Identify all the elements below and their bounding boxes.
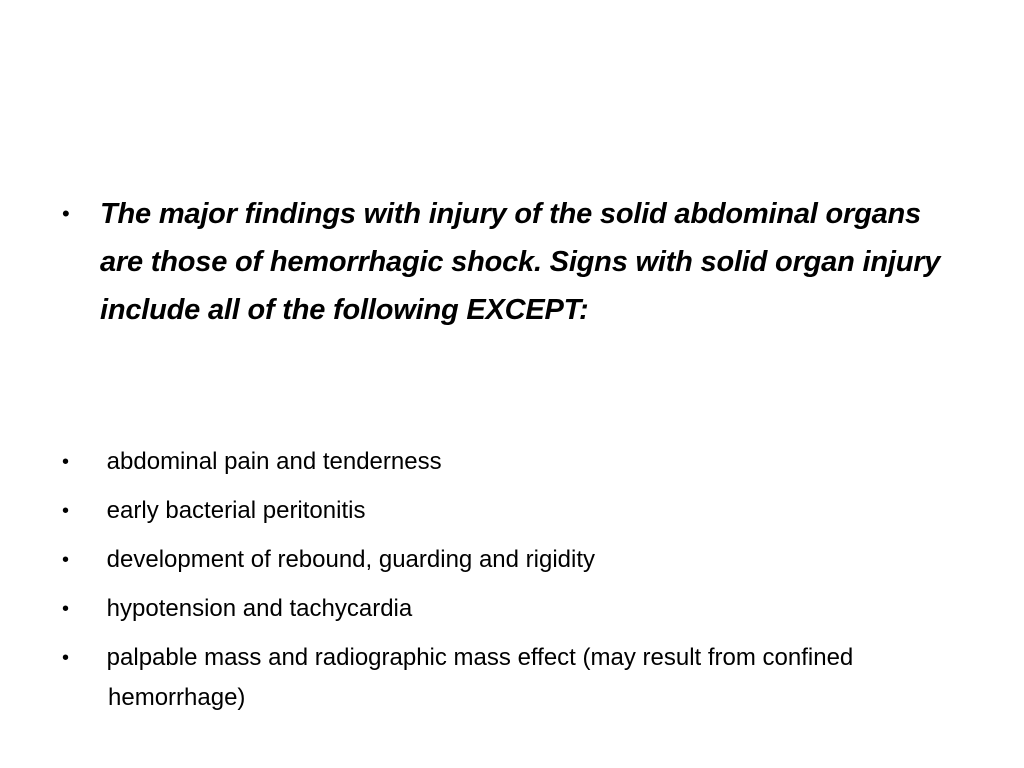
answer-option-text: abdominal pain and tenderness <box>106 448 442 475</box>
answer-options-list <box>62 442 962 727</box>
answer-option-text: development of rebound, guarding and rigidity <box>106 546 596 573</box>
answer-option <box>62 589 962 629</box>
answer-option <box>62 442 962 482</box>
question-block <box>62 190 962 334</box>
answer-option-text: early bacterial peritonitis <box>106 497 366 524</box>
question-text: The major findings with injury of the solid abdominal organs are those of hemorrhagic shock. Signs with solid organ injury include all of the following EXCEPT: <box>100 198 941 326</box>
bullet-icon: • <box>62 201 70 226</box>
answer-option <box>62 491 962 531</box>
bullet-icon: • <box>62 549 70 571</box>
answer-option <box>62 540 962 580</box>
bullet-icon: • <box>62 647 70 669</box>
question-bullet-row <box>62 190 962 334</box>
bullet-icon: • <box>62 598 70 620</box>
answer-option <box>62 638 962 718</box>
bullet-icon: • <box>62 451 70 473</box>
bullet-icon: • <box>62 500 70 522</box>
answer-option-text: hypotension and tachycardia <box>106 595 413 622</box>
answer-option-text: palpable mass and radiographic mass effect (may result from confined hemorrhage) <box>106 644 854 711</box>
